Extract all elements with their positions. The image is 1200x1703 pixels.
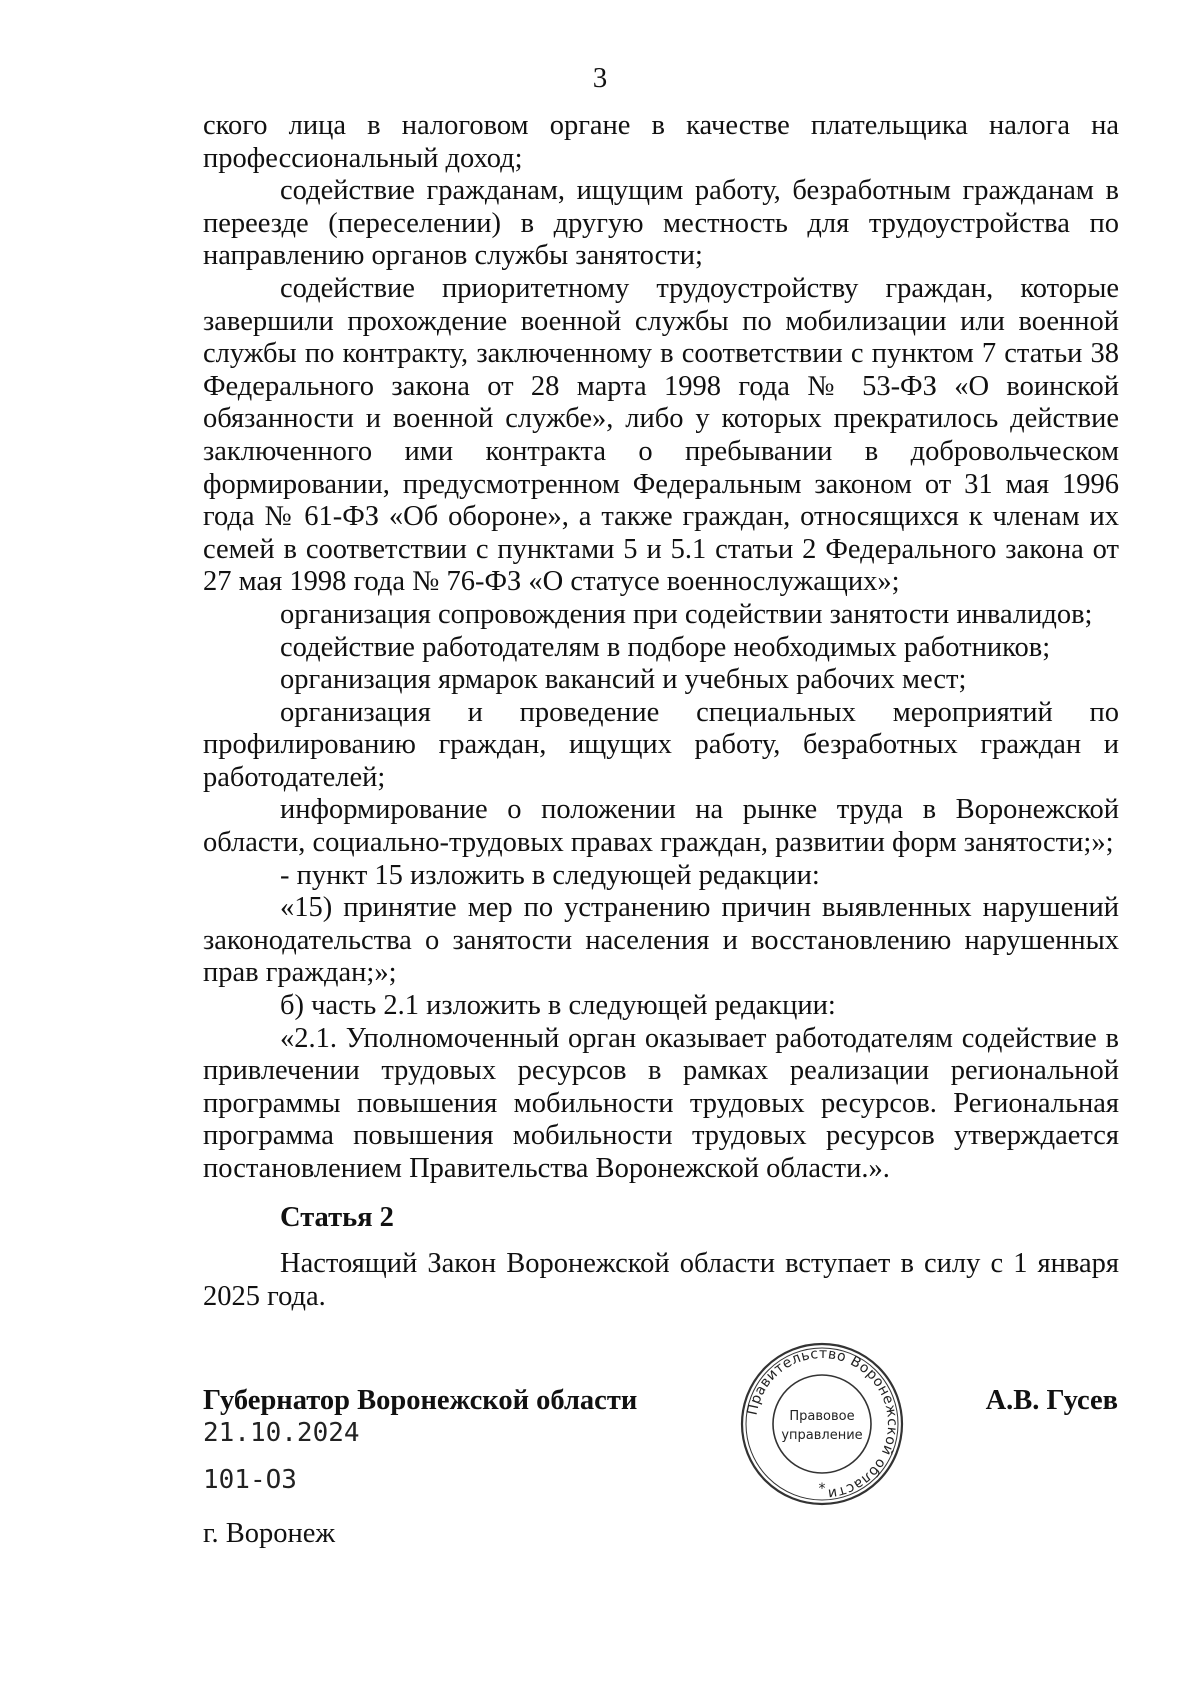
- signatory-title: Губернатор Воронежской области: [203, 1385, 638, 1416]
- paragraph: «15) принятие мер по устранению причин выявленных нарушений законодательства о занятости населения и восстановлению нарушенных прав граждан;»;: [203, 892, 1119, 989]
- paragraph: организация и проведение специальных мероприятий по профилированию граждан, ищущих работу, безработных граждан и работодателей;: [203, 696, 1119, 793]
- paragraph: содействие приоритетному трудоустройству граждан, которые завершили прохождение военной службы по мобилизации или военной службы по контракту, заключенному в соответствии с пунктом 7 статьи 38 Федерального закона от 28 марта 1998 года № 53-ФЗ «О воинской обязанности и военной службе», либо у которых прекратилось действие заключенного ими контракта о пребывании в добровольческом формировании, предусмотренном Федеральным законом от 31 мая 1996 года № 61-ФЗ «Об обороне», а также граждан, относящихся к членам их семей в соответствии с пунктами 5 и 5.1 статьи 2 Федерального закона от 27 мая 1998 года № 76-ФЗ «О статусе военнослужащих»;: [203, 272, 1119, 598]
- paragraph: организация ярмарок вакансий и учебных рабочих мест;: [280, 664, 967, 696]
- place-of-signing: г. Воронеж: [203, 1518, 336, 1549]
- paragraph: ского лица в налоговом органе в качестве плательщика налога на профессиональный доход;: [203, 110, 1119, 174]
- article-text: Настоящий Закон Воронежской области вступает в силу с 1 января 2025 года.: [203, 1248, 1119, 1312]
- official-seal: [738, 1340, 906, 1508]
- seal-star: *: [818, 1481, 826, 1497]
- registration-number: 101-ОЗ: [203, 1465, 297, 1495]
- paragraph: организация сопровождения при содействии занятости инвалидов;: [280, 598, 1093, 630]
- paragraph: содействие гражданам, ищущим работу, безработным гражданам в переезде (переселении) в другую местность для трудоустройства по направлению органов службы занятости;: [203, 175, 1119, 272]
- page-number: 3: [592, 62, 608, 94]
- signatory-name: А.В. Гусев: [985, 1385, 1118, 1416]
- paragraph: б) часть 2.1 изложить в следующей редакции:: [280, 990, 836, 1022]
- paragraph: информирование о положении на рынке труда в Воронежской области, социально-трудовых правах граждан, развитии форм занятости;»;: [203, 794, 1119, 859]
- document-body: [203, 110, 1119, 1313]
- paragraph: «2.1. Уполномоченный орган оказывает работодателям содействие в привлечении трудовых ресурсов в рамках реализации региональной программы повышения мобильности трудовых ресурсов. Региональная программа повышения мобильности трудовых ресурсов утверждается постановлением Правительства Воронежской области.».: [203, 1022, 1119, 1184]
- registration-date: 21.10.2024: [203, 1418, 360, 1448]
- paragraph: - пункт 15 изложить в следующей редакции:: [280, 859, 820, 891]
- paragraph: содействие работодателям в подборе необходимых работников;: [280, 631, 1051, 663]
- seal-inner-line-1: Правовое: [789, 1409, 855, 1424]
- article-heading: Статья 2: [280, 1201, 394, 1233]
- seal-outer-text: Правительство Воронежской области: [744, 1345, 901, 1502]
- seal-inner-line-2: управление: [781, 1428, 863, 1443]
